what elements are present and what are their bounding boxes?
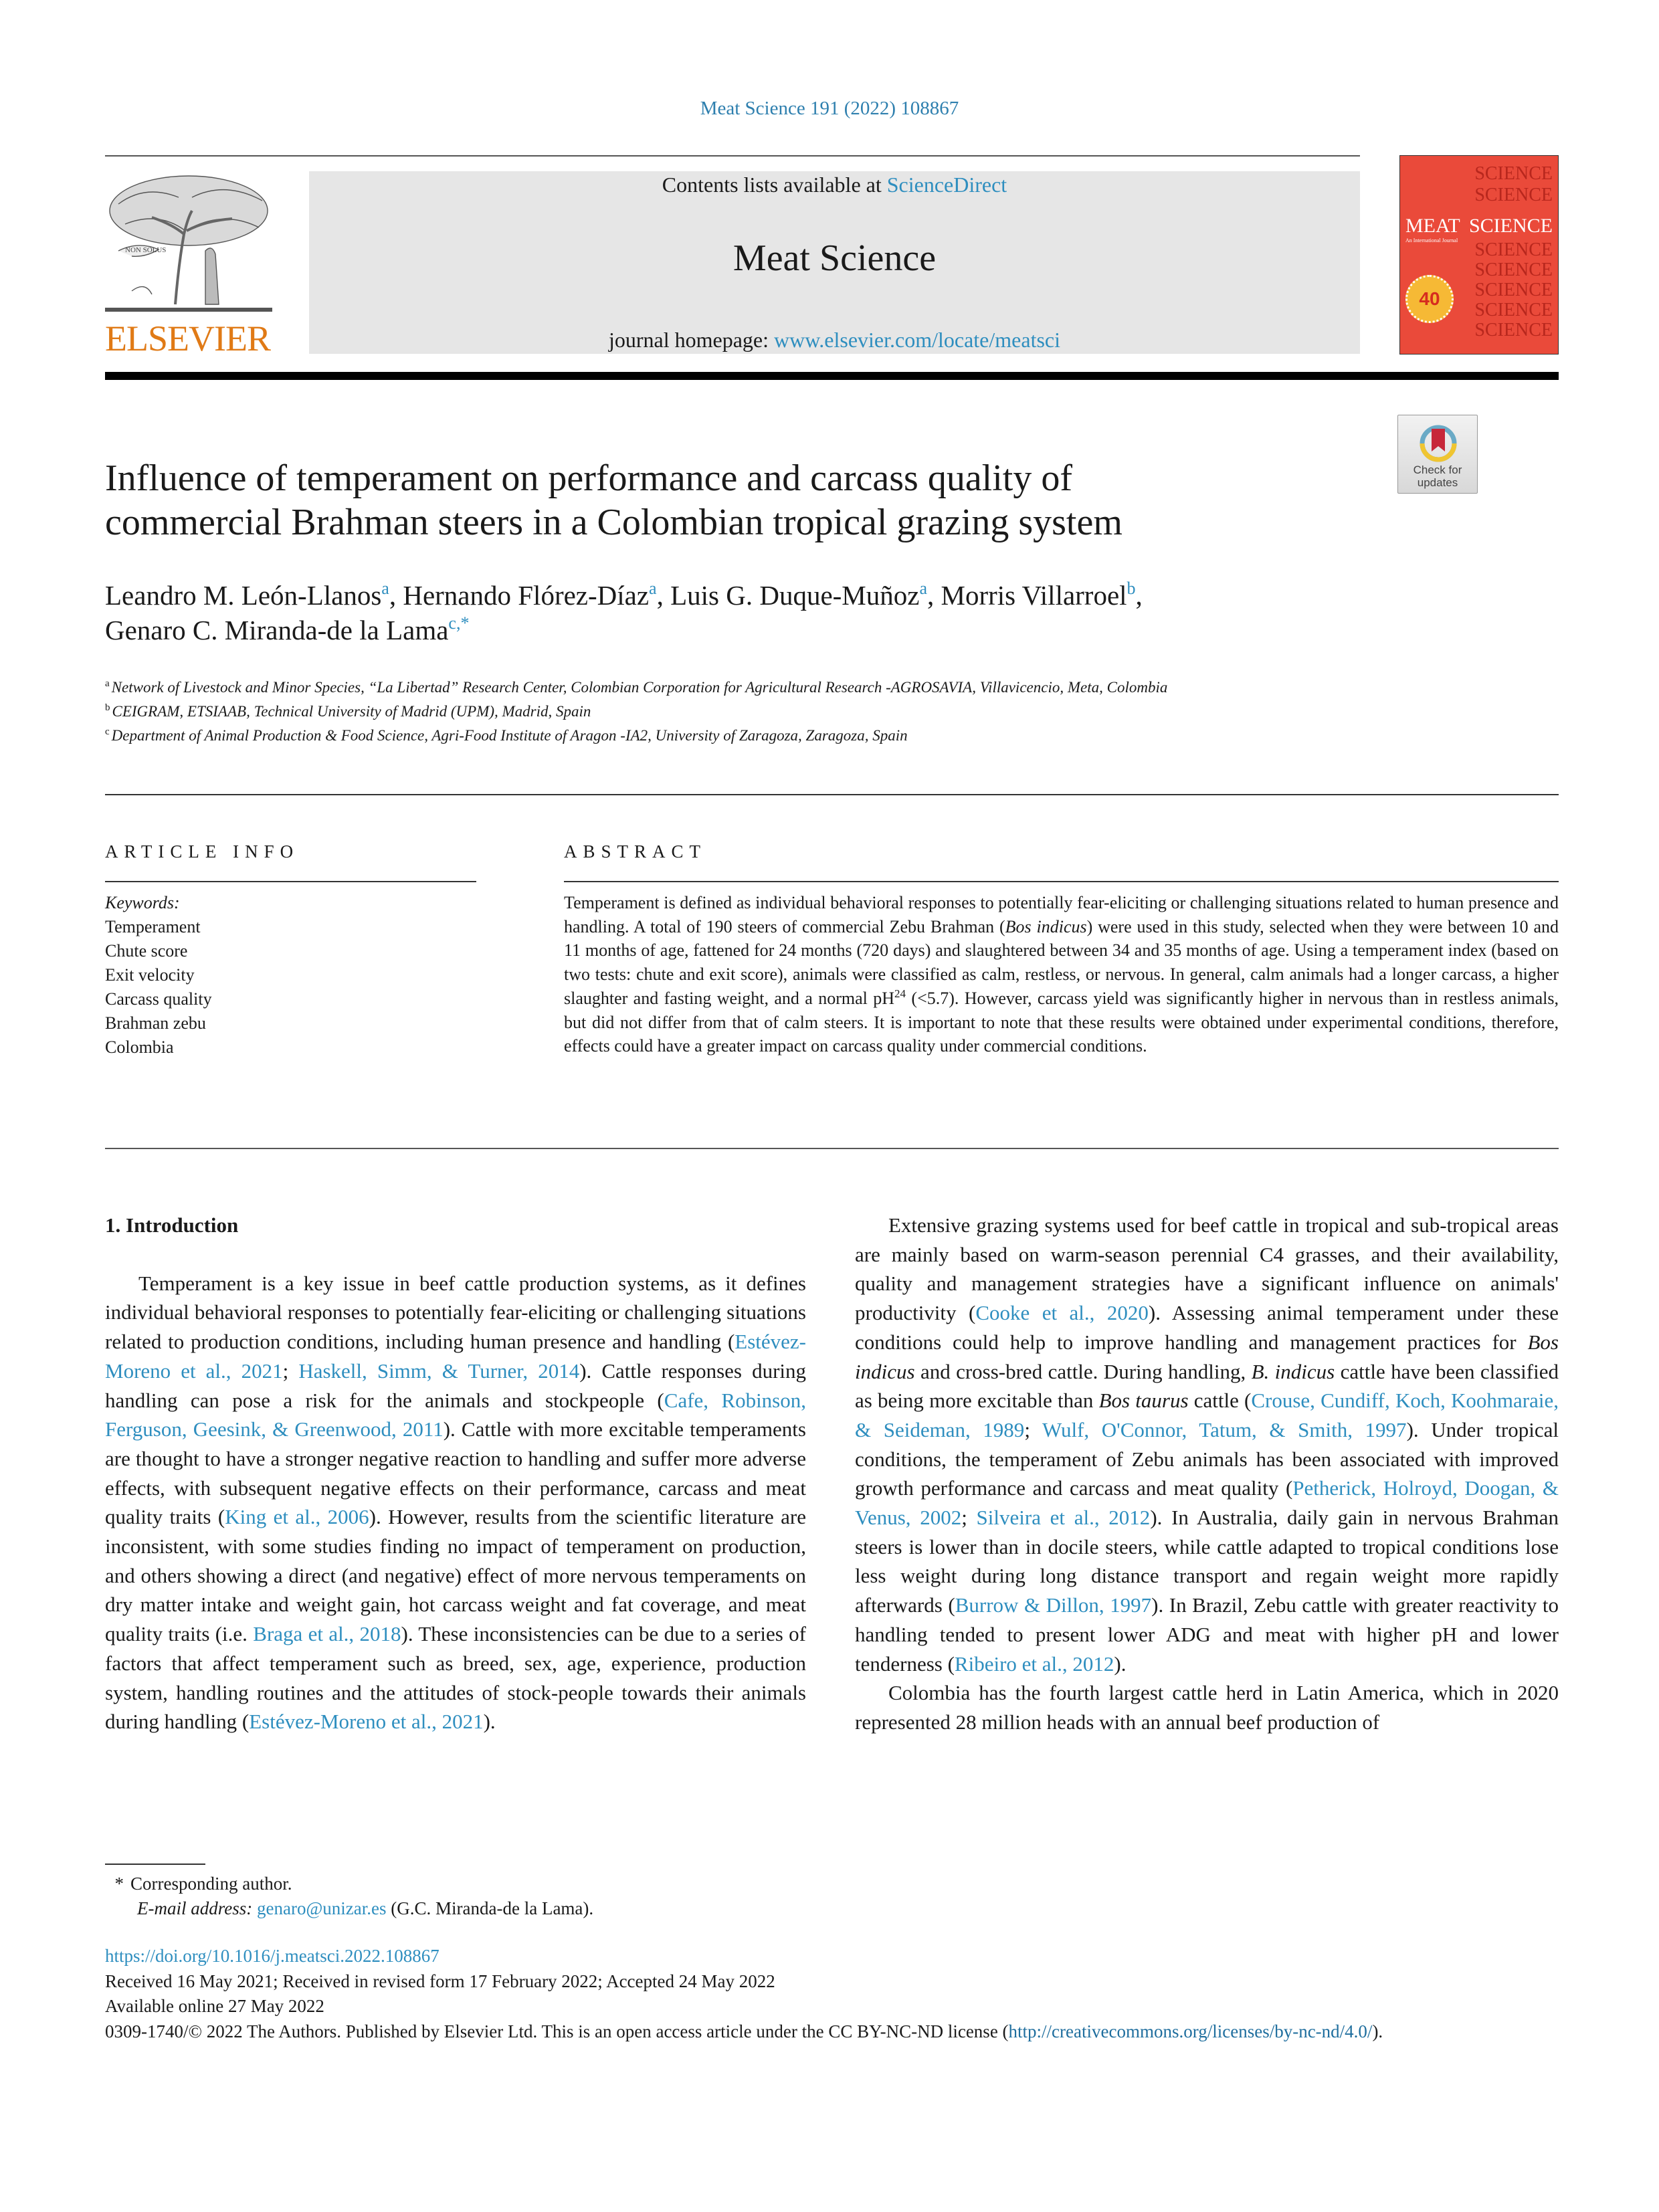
keyword: Exit velocity [105, 965, 195, 985]
citation-link[interactable]: Estévez-Moreno et al., 2021 [249, 1710, 484, 1734]
citation-link[interactable]: Cafe, Robinson, Ferguson, Geesink, & Greenwood, 2011 [105, 1388, 806, 1441]
keywords-list [105, 891, 212, 1060]
abstract-rule [564, 881, 1559, 882]
bookmark-ribbon-icon [1418, 423, 1458, 464]
check-updates-line2: updates [1417, 476, 1458, 489]
abstract-italic: Bos indicus [1005, 916, 1087, 936]
author-separator: , [656, 580, 671, 611]
author-name[interactable]: Leandro M. León-Llanos [105, 580, 382, 611]
contents-line [309, 171, 1360, 197]
sciencedirect-link[interactable]: ScienceDirect [886, 173, 1007, 197]
affiliation-marker[interactable]: a [381, 579, 389, 598]
cover-subtitle: An International Journal [1405, 237, 1458, 243]
keywords-label: Keywords: [105, 893, 180, 912]
email-owner: (G.C. Miranda-de la Lama). [386, 1898, 594, 1918]
author-name[interactable]: Genaro C. Miranda-de la Lama [105, 615, 449, 645]
journal-name: Meat Science [733, 237, 937, 279]
keyword: Carcass quality [105, 989, 212, 1009]
citation-link[interactable]: Haskell, Simm, & Turner, 2014 [298, 1359, 580, 1383]
abstract-text: (<5.7). However, carcass yield was significantly higher in nervous than in restless animals, but did not differ from that of calm steers. It is important to note that these results were obtained under experimental conditions, therefore, effects could have a greater impact on carcass quality under commercial conditions. [564, 988, 1559, 1056]
article-title [105, 456, 1376, 544]
paragraph: Colombia has the fourth largest cattle herd in Latin America, which in 2020 represented 28 million heads with an annual beef production of [855, 1681, 1559, 1734]
running-head-citation[interactable]: Meat Science 191 (2022) 108867 [700, 98, 959, 119]
check-for-updates-label [1398, 464, 1477, 489]
cover-word: SCIENCE [1474, 185, 1553, 205]
section-divider [105, 794, 1559, 795]
svg-text:NON SOLUS: NON SOLUS [125, 246, 167, 254]
section-heading-introduction: 1. Introduction [105, 1213, 239, 1237]
cover-science: SCIENCE [1468, 215, 1553, 237]
license-suffix: ). [1372, 2021, 1383, 2041]
citation-link[interactable]: Silveira et al., 2012 [976, 1506, 1151, 1530]
author-separator: , [1135, 580, 1143, 611]
author-list [105, 578, 1510, 647]
affiliation-a [105, 676, 1443, 700]
footnote-rule [105, 1864, 205, 1865]
citation-link[interactable]: King et al., 2006 [225, 1505, 369, 1529]
email-link[interactable]: genaro@unizar.es [256, 1898, 387, 1918]
corresponding-author-text: Corresponding author. [130, 1874, 292, 1894]
article-history: Received 16 May 2021; Received in revised form 17 February 2022; Accepted 24 May 2022 [105, 1971, 775, 1991]
affiliation-marker[interactable]: c,* [448, 613, 470, 633]
anniversary-badge: 40 [1405, 275, 1454, 323]
elsevier-logo [105, 171, 272, 358]
author-name[interactable]: Luis G. Duque-Muñoz [670, 580, 920, 611]
email-label: E-mail address: [137, 1898, 253, 1918]
paragraph: Temperament is a key issue in beef cattle production systems, as it defines individual behavioral responses to potentially fear-eliciting or challenging situations related to production conditions, including human presence and handling (Estévez-Moreno et al., 2021; Haskell, Simm, & Turner, 2014). Cattle responses during handling can pose a risk for the animals and stockpeople (Cafe, Robinson, Ferguson, Geesink, & Greenwood, 2011). Cattle with more excitable temperaments are thought to have a stronger negative reaction to handling and suffer more adverse effects, with subsequent negative effects on their performance, carcass and meat quality traits (King et al., 2006). However, results from the scientific literature are inconsistent, with some studies finding no impact of temperament on production, and others showing a direct (and negative) effect of more nervous temperaments on dry matter intake and weight gain, hot carcass weight and fat coverage, and meat quality traits (i.e. Braga et al., 2018). These inconsistencies can be due to a series of factors that affect temperament such as breed, sex, age, experience, production system, handling routines and the attitudes of stock-people towards their animals during handling (Estévez-Moreno et al., 2021). [105, 1271, 807, 1734]
corresponding-author-note [105, 1872, 593, 1896]
elsevier-tree-icon [105, 171, 272, 314]
affiliation-text: CEIGRAM, ETSIAAB, Technical University of Madrid (UPM), Madrid, Spain [112, 703, 591, 720]
title-line-2: commercial Brahman steers in a Colombian tropical grazing system [105, 502, 1123, 543]
affiliation-marker[interactable]: a [649, 579, 657, 598]
abstract-superscript: 24 [894, 987, 906, 1000]
abstract-text: Temperament is defined as individual behavioral responses to potentially fear-eliciting or challenging situations related to human presence and handling. A total of 190 steers of commercial Zebu Brahman ( [564, 893, 1559, 936]
cover-word: SCIENCE [1474, 260, 1553, 280]
affiliation-text: Network of Livestock and Minor Species, “La Libertad” Research Center, Colombian Corporation for Agricultural Research -AGROSAVIA, Villavicencio, Meta, Colombia [111, 679, 1168, 696]
cover-word: SCIENCE [1474, 163, 1553, 184]
citation-link[interactable]: Burrow & Dillon, 1997 [955, 1593, 1152, 1617]
keyword: Temperament [105, 917, 201, 936]
article-info-heading: ARTICLE INFO [105, 841, 300, 862]
article-footer [105, 1944, 1563, 2044]
masthead-top-rule [105, 155, 1360, 157]
affiliation-mark: b [105, 702, 110, 713]
abstract-bottom-rule [105, 1148, 1559, 1149]
affiliation-marker[interactable]: b [1127, 579, 1136, 598]
author-name[interactable]: Morris Villarroel [941, 580, 1127, 611]
available-online: Available online 27 May 2022 [105, 1996, 324, 2016]
title-line-1: Influence of temperament on performance and carcass quality of [105, 458, 1072, 499]
abstract-body [564, 891, 1559, 1058]
keyword: Brahman zebu [105, 1013, 206, 1033]
keyword: Chute score [105, 941, 188, 961]
cover-meat: MEAT [1405, 215, 1460, 237]
footnotes [105, 1872, 593, 1921]
check-updates-line1: Check for [1413, 464, 1462, 476]
doi-link[interactable]: https://doi.org/10.1016/j.meatsci.2022.108867 [105, 1946, 440, 1966]
cover-word: SCIENCE [1474, 320, 1553, 340]
affiliation-b [105, 700, 1443, 724]
author-name[interactable]: Hernando Flórez-Díaz [403, 580, 650, 611]
homepage-prefix: journal homepage: [608, 328, 775, 352]
body-column-left [105, 1211, 806, 1736]
cover-word: SCIENCE [1474, 280, 1553, 300]
citation-link[interactable]: Petherick, Holroyd, Doogan, & Venus, 2002 [855, 1476, 1559, 1530]
journal-masthead [309, 171, 1360, 354]
abstract-text: ) were used in this study, selected when they were between 10 and 11 months of age, fattened for 24 months (720 days) and slaughtered between 34 and 35 months of age. Using a temperament index (based on two tests: chute and exit score), animals were classified as calm, restless, or nervous. In general, calm animals had a longer carcass, a higher slaughter and fasting weight, and a normal pH [564, 916, 1559, 1008]
body-column-right [855, 1211, 1559, 1737]
contents-prefix: Contents lists available at [662, 173, 887, 197]
cover-word: SCIENCE [1474, 239, 1553, 260]
elsevier-wordmark: ELSEVIER [105, 318, 270, 359]
affiliation-mark: c [105, 726, 110, 737]
paragraph: Extensive grazing systems used for beef cattle in tropical and sub-tropical areas are mainly based on warm-season perennial C4 grasses, and their availability, quality and management strategies have a significant influence on animals' productivity (Cooke et al., 2020). Assessing animal temperament under these conditions could help to improve handling and management practices for Bos indicus and cross-bred cattle. During handling, B. indicus cattle have been classified as being more excitable than Bos taurus cattle (Crouse, Cundiff, Koch, Koohmaraie, & Seideman, 1989; Wulf, O'Connor, Tatum, & Smith, 1997). Under tropical conditions, the temperament of Zebu animals has been associated with improved growth performance and carcass and meat quality (Petherick, Holroyd, Doogan, & Venus, 2002; Silveira et al., 2012). In Australia, daily gain in nervous Brahman steers is lower than in docile steers, while cattle adapted to tropical conditions lose less weight during long distance transport and regain weight more rapidly afterwards (Burrow & Dillon, 1997). In Brazil, Zebu cattle with greater reactivity to handling tended to present lower ADG and meat with higher pH and lower tenderness (Ribeiro et al., 2012). [855, 1213, 1559, 1676]
citation-link[interactable]: Estévez-Moreno et al., 2021 [105, 1330, 806, 1383]
cover-word: SCIENCE [1474, 300, 1553, 320]
article-info-rule [105, 881, 476, 882]
journal-cover-image[interactable] [1399, 155, 1559, 355]
check-for-updates-button[interactable] [1397, 415, 1478, 494]
keyword: Colombia [105, 1037, 174, 1057]
license-text: 0309-1740/© 2022 The Authors. Published by Elsevier Ltd. This is an open access article under the CC BY-NC-ND license ( [105, 2021, 1009, 2041]
license-link[interactable]: http://creativecommons.org/licenses/by-nc-nd/4.0/ [1008, 2021, 1373, 2041]
license-statement [105, 2019, 1563, 2045]
affiliation-text: Department of Animal Production & Food Science, Agri-Food Institute of Aragon -IA2, University of Zaragoza, Zaragoza, Spain [111, 727, 908, 744]
citation-link[interactable]: Ribeiro et al., 2012 [954, 1651, 1114, 1676]
affiliation-marker[interactable]: a [919, 579, 928, 598]
abstract-heading: ABSTRACT [564, 841, 707, 862]
citation-link[interactable]: Crouse, Cundiff, Koch, Koohmaraie, & Seideman, 1989 [855, 1389, 1559, 1441]
author-separator: , [389, 580, 403, 611]
affiliation-c [105, 724, 1443, 748]
affiliations [105, 676, 1443, 748]
homepage-line [309, 328, 1360, 353]
citation-link[interactable]: Wulf, O'Connor, Tatum, & Smith, 1997 [1042, 1417, 1407, 1441]
email-line [105, 1896, 593, 1921]
citation-link[interactable]: Cooke et al., 2020 [975, 1301, 1149, 1325]
affiliation-mark: a [105, 678, 110, 689]
author-separator: , [927, 580, 941, 611]
journal-homepage-link[interactable]: www.elsevier.com/locate/meatsci [774, 328, 1060, 352]
citation-link[interactable]: Braga et al., 2018 [253, 1622, 401, 1646]
masthead-thick-rule [105, 372, 1559, 380]
footnote-star: * [114, 1874, 124, 1894]
